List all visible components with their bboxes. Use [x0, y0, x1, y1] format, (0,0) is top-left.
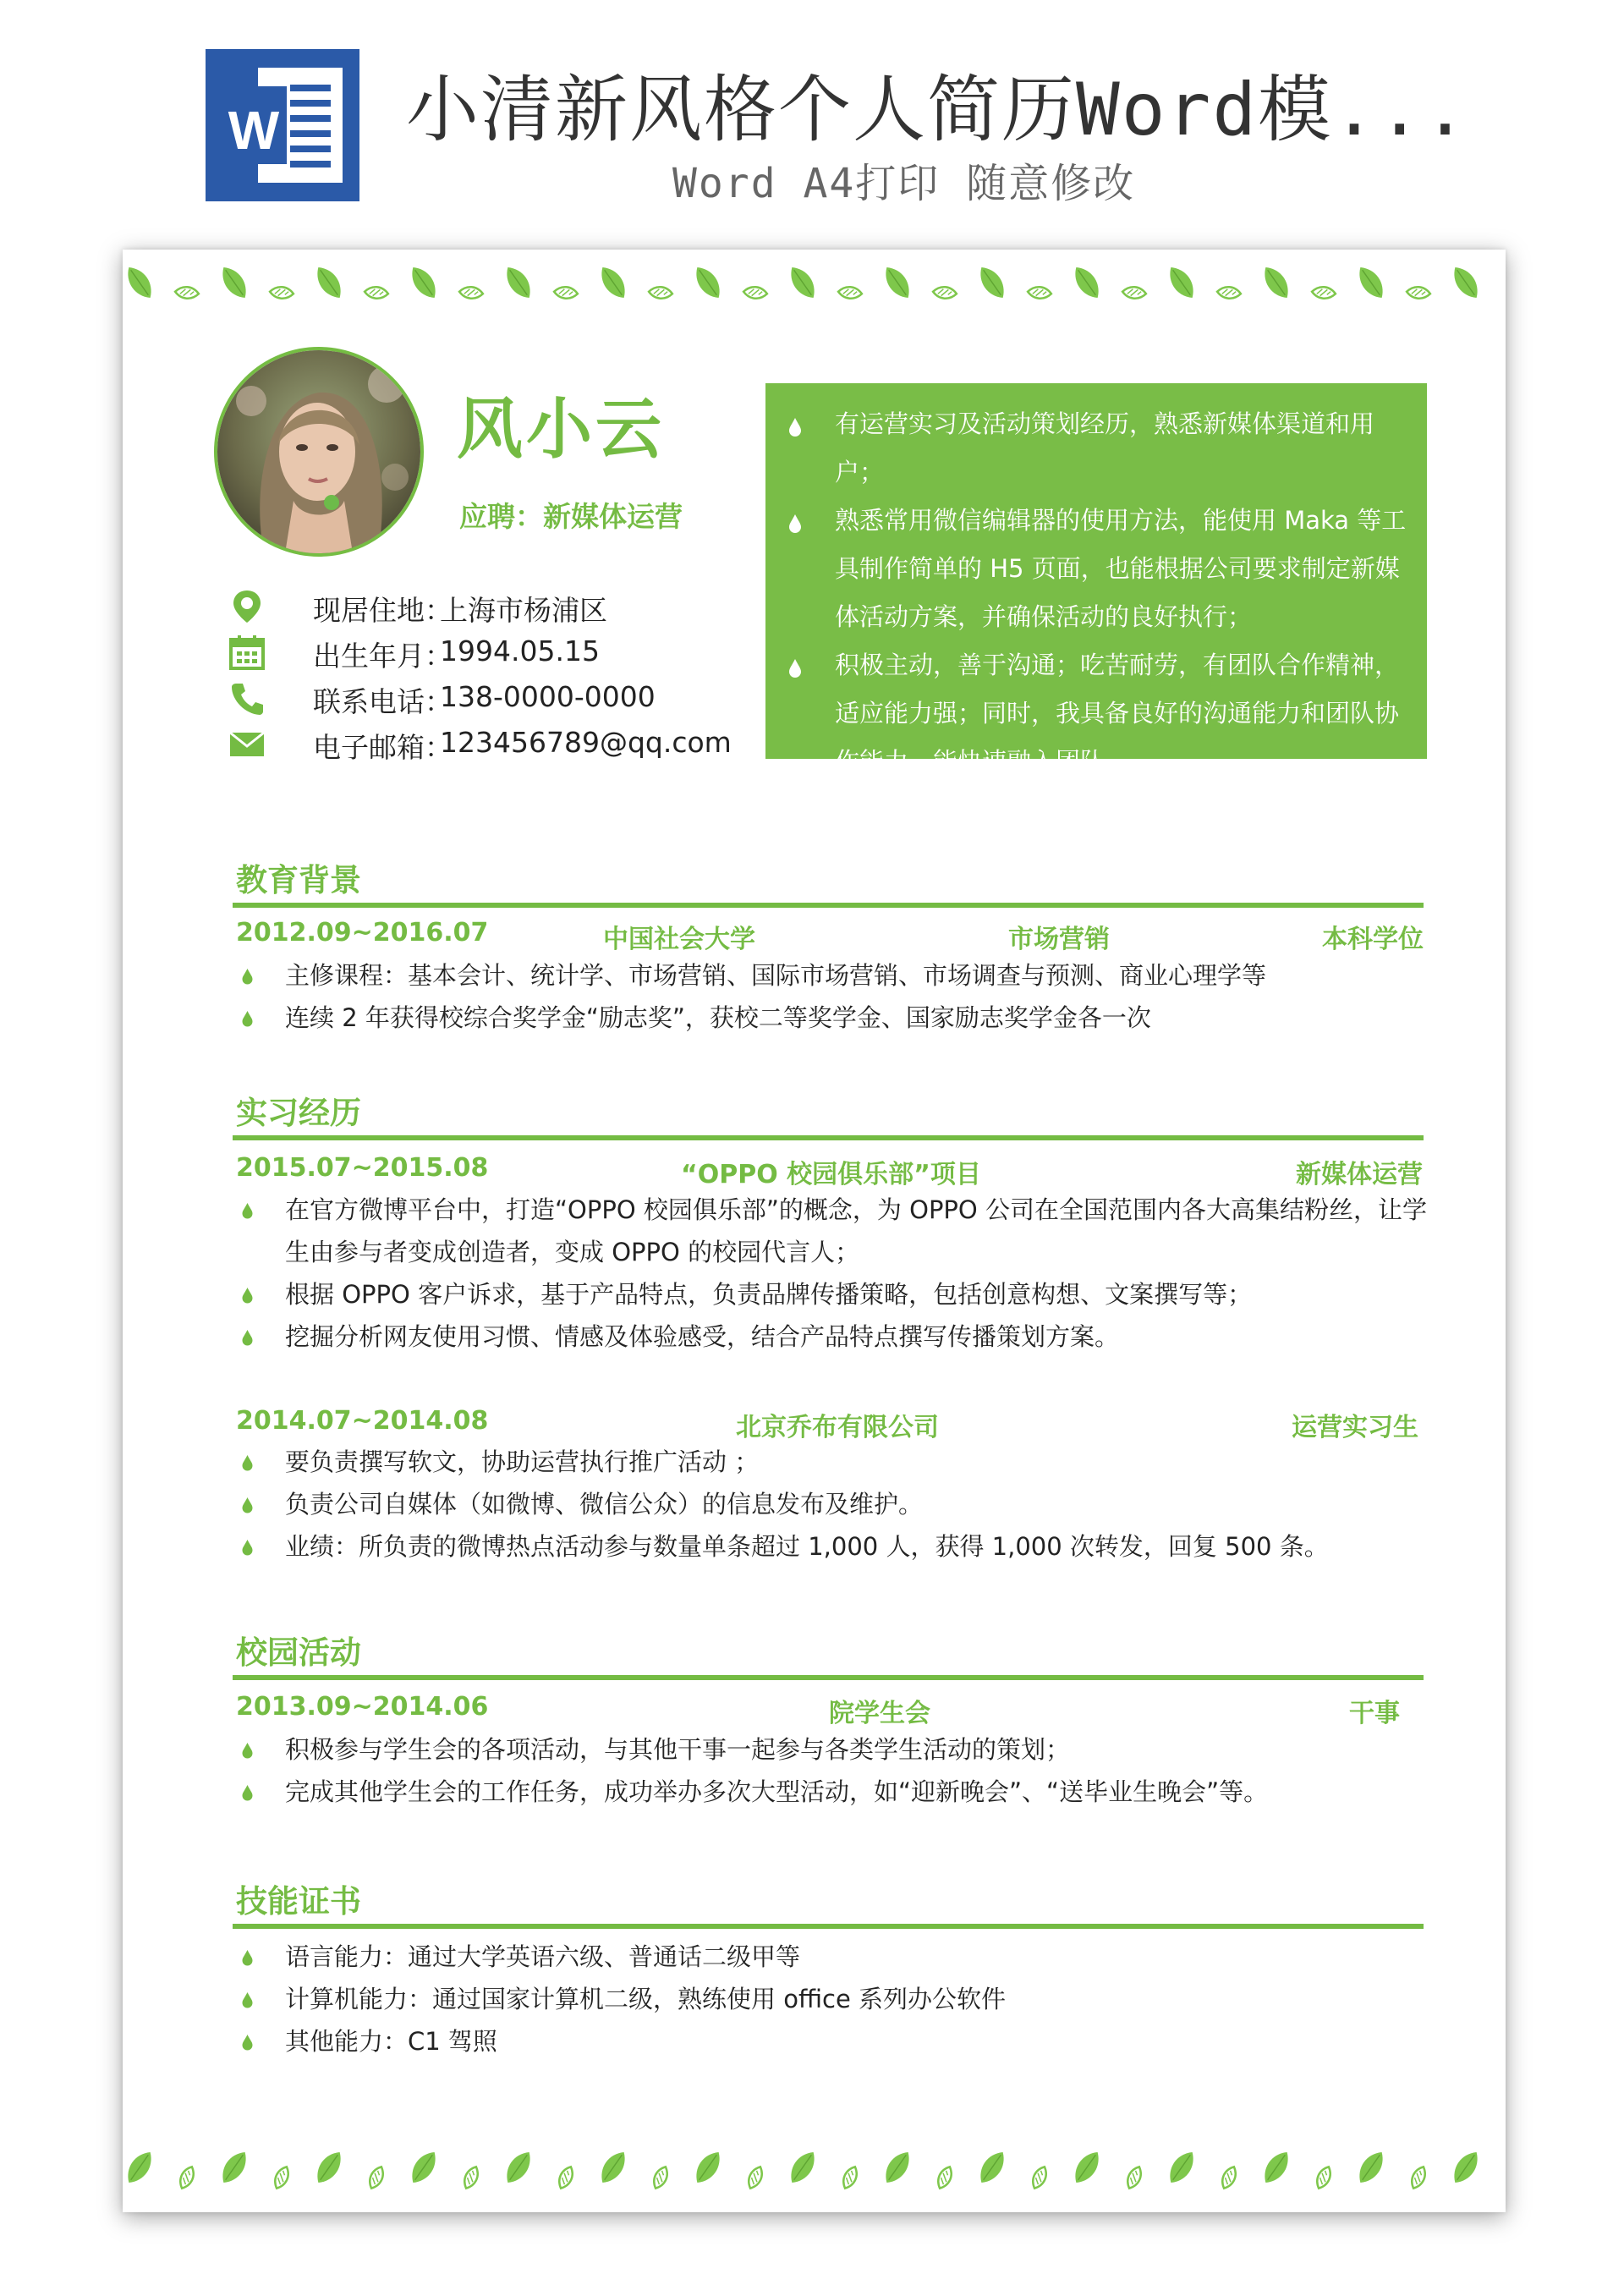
entry-date: 2015.07~2015.08	[236, 1153, 489, 1183]
drop-bullet-icon	[241, 1454, 254, 1471]
entry-degree: 本科学位	[1322, 925, 1424, 954]
summary-item	[765, 497, 1410, 641]
entry-company: 北京乔布有限公司	[736, 1413, 939, 1442]
word-app-icon	[206, 49, 359, 201]
list-item: 在官方微博平台中，打造“OPPO 校园俱乐部”的概念，为 OPPO 公司在全国范围内各大高集结粉丝，让学生由参与者变成创造者，变成 OPPO 的校园代言人；	[233, 1189, 1434, 1273]
entry-major: 市场营销	[1008, 925, 1110, 954]
drop-bullet-icon	[241, 1287, 254, 1304]
list-item: 挖掘分析网友使用习惯、情感及体验感受，结合产品特点撰写传播策划方案。	[233, 1316, 1434, 1358]
internship-bullets	[233, 1441, 1434, 1568]
list-item: 主修课程：基本会计、统计学、市场营销、国际市场营销、市场调查与预测、商业心理学等	[233, 954, 1434, 997]
leaf-border-bottom	[123, 2134, 1506, 2211]
drop-bullet-icon	[241, 1991, 254, 2008]
internship-entry-header	[233, 1153, 1425, 1187]
list-item: 语言能力：通过大学英语六级、普通话二级甲等	[233, 1936, 1434, 1978]
contact-label: 现居住地：	[313, 594, 453, 627]
entry-school: 中国社会大学	[603, 925, 755, 954]
entry-date: 2014.07~2014.08	[236, 1406, 489, 1436]
contact-value: 138-0000-0000	[440, 680, 656, 713]
list-item: 要负责撰写软文，协助运营执行推广活动 ；	[233, 1441, 1434, 1483]
contact-row-phone	[228, 677, 736, 719]
entry-role: 运营实习生	[1292, 1413, 1418, 1442]
internship-entry-header	[233, 1406, 1425, 1440]
section-divider	[233, 903, 1424, 908]
section-divider	[233, 1135, 1424, 1140]
list-item: 连续 2 年获得校综合奖学金“励志奖”，获校二等奖学金、国家励志奖学金各一次	[233, 997, 1434, 1039]
entry-role: 新媒体运营	[1296, 1160, 1423, 1189]
skills-bullets	[233, 1936, 1434, 2063]
drop-bullet-icon	[787, 658, 803, 678]
document-subtitle: Word A4打印 随意修改	[672, 160, 1136, 207]
applied-position: 应聘：新媒体运营	[459, 500, 683, 533]
contact-value: 123456789@qq.com	[440, 726, 732, 759]
drop-bullet-icon	[241, 1202, 254, 1219]
drop-bullet-icon	[787, 417, 803, 437]
education-bullets	[233, 954, 1434, 1039]
drop-bullet-icon	[241, 1949, 254, 1966]
list-item: 积极参与学生会的各项活动，与其他干事一起参与各类学生活动的策划；	[233, 1728, 1434, 1771]
campus-entry-header	[233, 1692, 1425, 1726]
list-item: 其他能力：C1 驾照	[233, 2020, 1434, 2063]
drop-bullet-icon	[241, 2034, 254, 2051]
contact-row-address	[228, 585, 736, 628]
summary-item	[765, 400, 1410, 497]
contact-label: 电子邮箱：	[313, 731, 453, 764]
drop-bullet-icon	[241, 968, 254, 985]
section-divider	[233, 1924, 1424, 1929]
contact-label: 联系电话：	[313, 685, 453, 718]
contact-row-birthday	[228, 631, 736, 673]
section-title-skills: 技能证书	[236, 1883, 361, 1920]
internship-bullets	[233, 1189, 1434, 1358]
drop-bullet-icon	[787, 514, 803, 534]
leaf-border-top	[123, 250, 1506, 326]
list-item: 计算机能力：通过国家计算机二级，熟练使用 office 系列办公软件	[233, 1978, 1434, 2020]
list-item: 完成其他学生会的工作任务，成功举办多次大型活动，如“迎新晚会”、“送毕业生晚会”等。	[233, 1771, 1434, 1813]
section-title-internship: 实习经历	[236, 1095, 361, 1131]
summary-item	[765, 641, 1410, 786]
entry-date: 2012.09~2016.07	[236, 918, 489, 948]
self-summary-box	[765, 383, 1427, 776]
drop-bullet-icon	[241, 1539, 254, 1556]
campus-bullets	[233, 1728, 1434, 1813]
summary-text: 有运营实习及活动策划经历，熟悉新媒体渠道和用户；	[835, 409, 1375, 486]
entry-org: 院学生会	[829, 1699, 930, 1728]
calendar-icon	[228, 634, 266, 670]
entry-role: 干事	[1349, 1699, 1400, 1728]
contact-label: 出生年月：	[313, 640, 453, 673]
list-item: 业绩：所负责的微博热点活动参与数量单条超过 1,000 人，获得 1,000 次转发，回复 500 条。	[233, 1525, 1434, 1568]
location-pin-icon	[228, 589, 266, 624]
envelope-icon	[228, 726, 266, 761]
phone-icon	[228, 680, 266, 716]
summary-text: 积极主动，善于沟通；吃苦耐劳，有团队合作精神，适应能力强；同时，我具备良好的沟通能力和团队协作能力，能快速融入团队。	[835, 651, 1400, 776]
drop-bullet-icon	[241, 1742, 254, 1759]
entry-date: 2013.09~2014.06	[236, 1692, 489, 1722]
contact-value: 上海市杨浦区	[440, 594, 607, 627]
drop-bullet-icon	[241, 1497, 254, 1513]
portrait-photo	[214, 347, 424, 557]
section-divider	[233, 1675, 1424, 1680]
resume-page	[123, 250, 1506, 2212]
entry-project: “OPPO 校园俱乐部”项目	[681, 1160, 981, 1189]
drop-bullet-icon	[241, 1010, 254, 1027]
summary-text: 熟悉常用微信编辑器的使用方法，能使用 Maka 等工具制作简单的 H5 页面，也能根据公司要求制定新媒体活动方案，并确保活动的良好执行；	[835, 506, 1407, 631]
candidate-name: 风小云	[457, 392, 666, 468]
drop-bullet-icon	[241, 1784, 254, 1801]
list-item: 负责公司自媒体（如微博、微信公众）的信息发布及维护。	[233, 1483, 1434, 1525]
contact-row-email	[228, 722, 736, 765]
word-icon-letter: W	[228, 100, 280, 161]
document-title: 小清新风格个人简历Word模...	[406, 68, 1469, 152]
section-title-campus: 校园活动	[236, 1634, 361, 1671]
contact-value: 1994.05.15	[440, 634, 600, 667]
section-title-education: 教育背景	[236, 862, 361, 898]
drop-bullet-icon	[241, 1329, 254, 1346]
list-item: 根据 OPPO 客户诉求，基于产品特点，负责品牌传播策略，包括创意构想、文案撰写等；	[233, 1273, 1434, 1316]
education-entry-header	[233, 918, 1425, 952]
